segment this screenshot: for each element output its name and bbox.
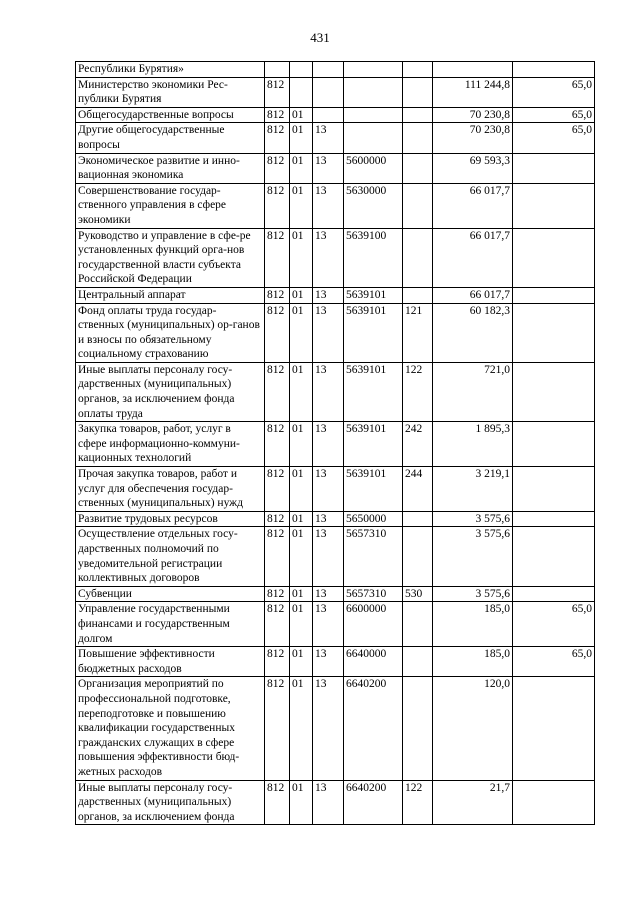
page-number: 431	[310, 30, 330, 45]
row-pct-cell	[513, 62, 595, 78]
row-pct-cell	[513, 780, 595, 825]
row-rz-cell: 01	[290, 303, 313, 362]
row-sum-cell: 21,7	[433, 780, 513, 825]
row-ved-cell: 812	[265, 586, 290, 602]
row-sum-cell	[433, 62, 513, 78]
row-sum-cell: 1 895,3	[433, 422, 513, 467]
row-pr-cell: 13	[313, 527, 344, 586]
table-row	[76, 287, 595, 303]
row-pr-cell: 13	[313, 228, 344, 287]
row-ved-cell: 812	[265, 107, 290, 123]
row-csr-cell: 5639100	[344, 228, 403, 287]
row-csr-cell	[344, 107, 403, 123]
row-name-cell: Управление государственными финансами и государственным долгом	[76, 602, 265, 647]
row-rz-cell: 01	[290, 647, 313, 677]
row-rz-cell: 01	[290, 422, 313, 467]
row-rz-cell: 01	[290, 123, 313, 153]
row-csr-cell: 5639101	[344, 362, 403, 421]
row-vr-cell	[403, 511, 433, 527]
row-rz-cell: 01	[290, 527, 313, 586]
row-pct-cell	[513, 467, 595, 512]
row-pr-cell: 13	[313, 183, 344, 228]
row-sum-cell: 3 575,6	[433, 527, 513, 586]
row-csr-cell: 5639101	[344, 467, 403, 512]
row-sum-cell: 66 017,7	[433, 287, 513, 303]
row-csr-cell: 5630000	[344, 183, 403, 228]
row-name-cell: Общегосударственные вопросы	[76, 107, 265, 123]
row-vr-cell	[403, 153, 433, 183]
row-name-cell: Субвенции	[76, 586, 265, 602]
row-ved-cell: 812	[265, 602, 290, 647]
table-row	[76, 511, 595, 527]
row-pct-cell	[513, 677, 595, 780]
row-csr-cell	[344, 77, 403, 107]
row-vr-cell	[403, 602, 433, 647]
row-rz-cell: 01	[290, 362, 313, 421]
row-rz-cell: 01	[290, 467, 313, 512]
row-csr-cell	[344, 123, 403, 153]
row-vr-cell: 530	[403, 586, 433, 602]
row-pr-cell: 13	[313, 303, 344, 362]
row-vr-cell	[403, 647, 433, 677]
row-vr-cell: 122	[403, 780, 433, 825]
row-ved-cell: 812	[265, 228, 290, 287]
row-rz-cell: 01	[290, 107, 313, 123]
table-row	[76, 677, 595, 780]
row-pct-cell	[513, 183, 595, 228]
row-csr-cell: 6640200	[344, 677, 403, 780]
row-pr-cell	[313, 107, 344, 123]
row-vr-cell	[403, 228, 433, 287]
row-name-cell: Республики Бурятия»	[76, 62, 265, 78]
row-vr-cell: 122	[403, 362, 433, 421]
row-sum-cell: 66 017,7	[433, 228, 513, 287]
row-pr-cell: 13	[313, 362, 344, 421]
row-csr-cell: 5639101	[344, 422, 403, 467]
row-pct-cell: 65,0	[513, 77, 595, 107]
row-pr-cell	[313, 77, 344, 107]
row-rz-cell	[290, 77, 313, 107]
row-rz-cell: 01	[290, 602, 313, 647]
row-rz-cell: 01	[290, 780, 313, 825]
table-row	[76, 183, 595, 228]
row-sum-cell: 721,0	[433, 362, 513, 421]
row-vr-cell: 121	[403, 303, 433, 362]
row-pct-cell	[513, 153, 595, 183]
table-body	[76, 62, 595, 825]
row-pr-cell: 13	[313, 422, 344, 467]
row-name-cell: Организация мероприятий по профессиональной подготовке, переподготовке и повышению квалификации государственных гражданских служащих в сфере повышения эффективности бюд-жетных расходов	[76, 677, 265, 780]
row-vr-cell	[403, 77, 433, 107]
row-vr-cell	[403, 677, 433, 780]
row-sum-cell: 185,0	[433, 647, 513, 677]
row-sum-cell: 60 182,3	[433, 303, 513, 362]
row-sum-cell: 3 575,6	[433, 586, 513, 602]
row-name-cell: Закупка товаров, работ, услуг в сфере информационно-коммуни-кационных технологий	[76, 422, 265, 467]
row-name-cell: Осуществление отдельных госу-дарственных полномочий по уведомительной регистрации коллективных договоров	[76, 527, 265, 586]
row-ved-cell: 812	[265, 362, 290, 421]
row-ved-cell: 812	[265, 527, 290, 586]
row-pct-cell	[513, 228, 595, 287]
row-rz-cell: 01	[290, 153, 313, 183]
row-pct-cell	[513, 586, 595, 602]
table-row	[76, 362, 595, 421]
table-row	[76, 303, 595, 362]
row-pct-cell	[513, 362, 595, 421]
budget-table	[75, 61, 595, 825]
row-pct-cell	[513, 511, 595, 527]
row-csr-cell	[344, 62, 403, 78]
row-vr-cell	[403, 527, 433, 586]
row-pct-cell	[513, 287, 595, 303]
row-pct-cell: 65,0	[513, 107, 595, 123]
row-pct-cell	[513, 303, 595, 362]
row-vr-cell: 244	[403, 467, 433, 512]
row-csr-cell: 6640200	[344, 780, 403, 825]
row-vr-cell: 242	[403, 422, 433, 467]
row-sum-cell: 185,0	[433, 602, 513, 647]
table-row	[76, 586, 595, 602]
table-row	[76, 647, 595, 677]
table-row	[76, 602, 595, 647]
row-sum-cell: 70 230,8	[433, 123, 513, 153]
row-pct-cell: 65,0	[513, 602, 595, 647]
table-row	[76, 422, 595, 467]
table-row	[76, 107, 595, 123]
row-ved-cell: 812	[265, 647, 290, 677]
row-sum-cell: 120,0	[433, 677, 513, 780]
row-ved-cell: 812	[265, 677, 290, 780]
table-row	[76, 467, 595, 512]
row-pr-cell: 13	[313, 511, 344, 527]
row-pr-cell: 13	[313, 467, 344, 512]
row-ved-cell: 812	[265, 422, 290, 467]
table-row	[76, 228, 595, 287]
row-csr-cell: 5650000	[344, 511, 403, 527]
row-name-cell: Центральный аппарат	[76, 287, 265, 303]
row-rz-cell: 01	[290, 183, 313, 228]
row-vr-cell	[403, 287, 433, 303]
row-name-cell: Руководство и управление в сфе-ре установленных функций орга-нов государственной власти субъекта Российской Федерации	[76, 228, 265, 287]
row-ved-cell: 812	[265, 303, 290, 362]
row-ved-cell: 812	[265, 183, 290, 228]
row-name-cell: Другие общегосударственные вопросы	[76, 123, 265, 153]
row-pr-cell	[313, 62, 344, 78]
row-pr-cell: 13	[313, 602, 344, 647]
row-vr-cell	[403, 62, 433, 78]
row-rz-cell	[290, 62, 313, 78]
row-pr-cell: 13	[313, 647, 344, 677]
row-rz-cell: 01	[290, 511, 313, 527]
row-pct-cell	[513, 527, 595, 586]
row-pr-cell: 13	[313, 677, 344, 780]
row-ved-cell: 812	[265, 153, 290, 183]
row-csr-cell: 5639101	[344, 303, 403, 362]
row-ved-cell: 812	[265, 123, 290, 153]
row-csr-cell: 6640000	[344, 647, 403, 677]
row-csr-cell: 6600000	[344, 602, 403, 647]
row-csr-cell: 5600000	[344, 153, 403, 183]
row-name-cell: Повышение эффективности бюджетных расходов	[76, 647, 265, 677]
row-vr-cell	[403, 107, 433, 123]
row-ved-cell	[265, 62, 290, 78]
row-sum-cell: 3 219,1	[433, 467, 513, 512]
row-rz-cell: 01	[290, 287, 313, 303]
row-ved-cell: 812	[265, 467, 290, 512]
row-sum-cell: 111 244,8	[433, 77, 513, 107]
row-name-cell: Фонд оплаты труда государ-ственных (муниципальных) ор-ганов и взносы по обязательному социальному страхованию	[76, 303, 265, 362]
row-ved-cell: 812	[265, 77, 290, 107]
row-name-cell: Иные выплаты персоналу госу-дарственных (муниципальных) органов, за исключением фонда	[76, 780, 265, 825]
row-rz-cell: 01	[290, 677, 313, 780]
row-csr-cell: 5657310	[344, 586, 403, 602]
row-name-cell: Министерство экономики Рес-публики Бурятия	[76, 77, 265, 107]
row-csr-cell: 5657310	[344, 527, 403, 586]
table-row	[76, 780, 595, 825]
row-ved-cell: 812	[265, 511, 290, 527]
row-pr-cell: 13	[313, 586, 344, 602]
row-sum-cell: 69 593,3	[433, 153, 513, 183]
row-rz-cell: 01	[290, 586, 313, 602]
row-ved-cell: 812	[265, 287, 290, 303]
row-pr-cell: 13	[313, 123, 344, 153]
row-ved-cell: 812	[265, 780, 290, 825]
row-vr-cell	[403, 123, 433, 153]
row-pct-cell: 65,0	[513, 123, 595, 153]
row-pct-cell: 65,0	[513, 647, 595, 677]
row-pct-cell	[513, 422, 595, 467]
table-row	[76, 62, 595, 78]
row-name-cell: Экономическое развитие и инно-вационная экономика	[76, 153, 265, 183]
row-sum-cell: 3 575,6	[433, 511, 513, 527]
row-sum-cell: 66 017,7	[433, 183, 513, 228]
row-pr-cell: 13	[313, 153, 344, 183]
row-pr-cell: 13	[313, 287, 344, 303]
row-name-cell: Совершенствование государ-ственного управления в сфере экономики	[76, 183, 265, 228]
table-row	[76, 527, 595, 586]
row-name-cell: Прочая закупка товаров, работ и услуг для обеспечения государ-ственных (муниципальных) нужд	[76, 467, 265, 512]
row-sum-cell: 70 230,8	[433, 107, 513, 123]
row-rz-cell: 01	[290, 228, 313, 287]
row-pr-cell: 13	[313, 780, 344, 825]
row-vr-cell	[403, 183, 433, 228]
table-row	[76, 77, 595, 107]
row-name-cell: Иные выплаты персоналу госу-дарственных (муниципальных) органов, за исключением фонда оплаты труда	[76, 362, 265, 421]
table-row	[76, 153, 595, 183]
row-csr-cell: 5639101	[344, 287, 403, 303]
table-row	[76, 123, 595, 153]
row-name-cell: Развитие трудовых ресурсов	[76, 511, 265, 527]
